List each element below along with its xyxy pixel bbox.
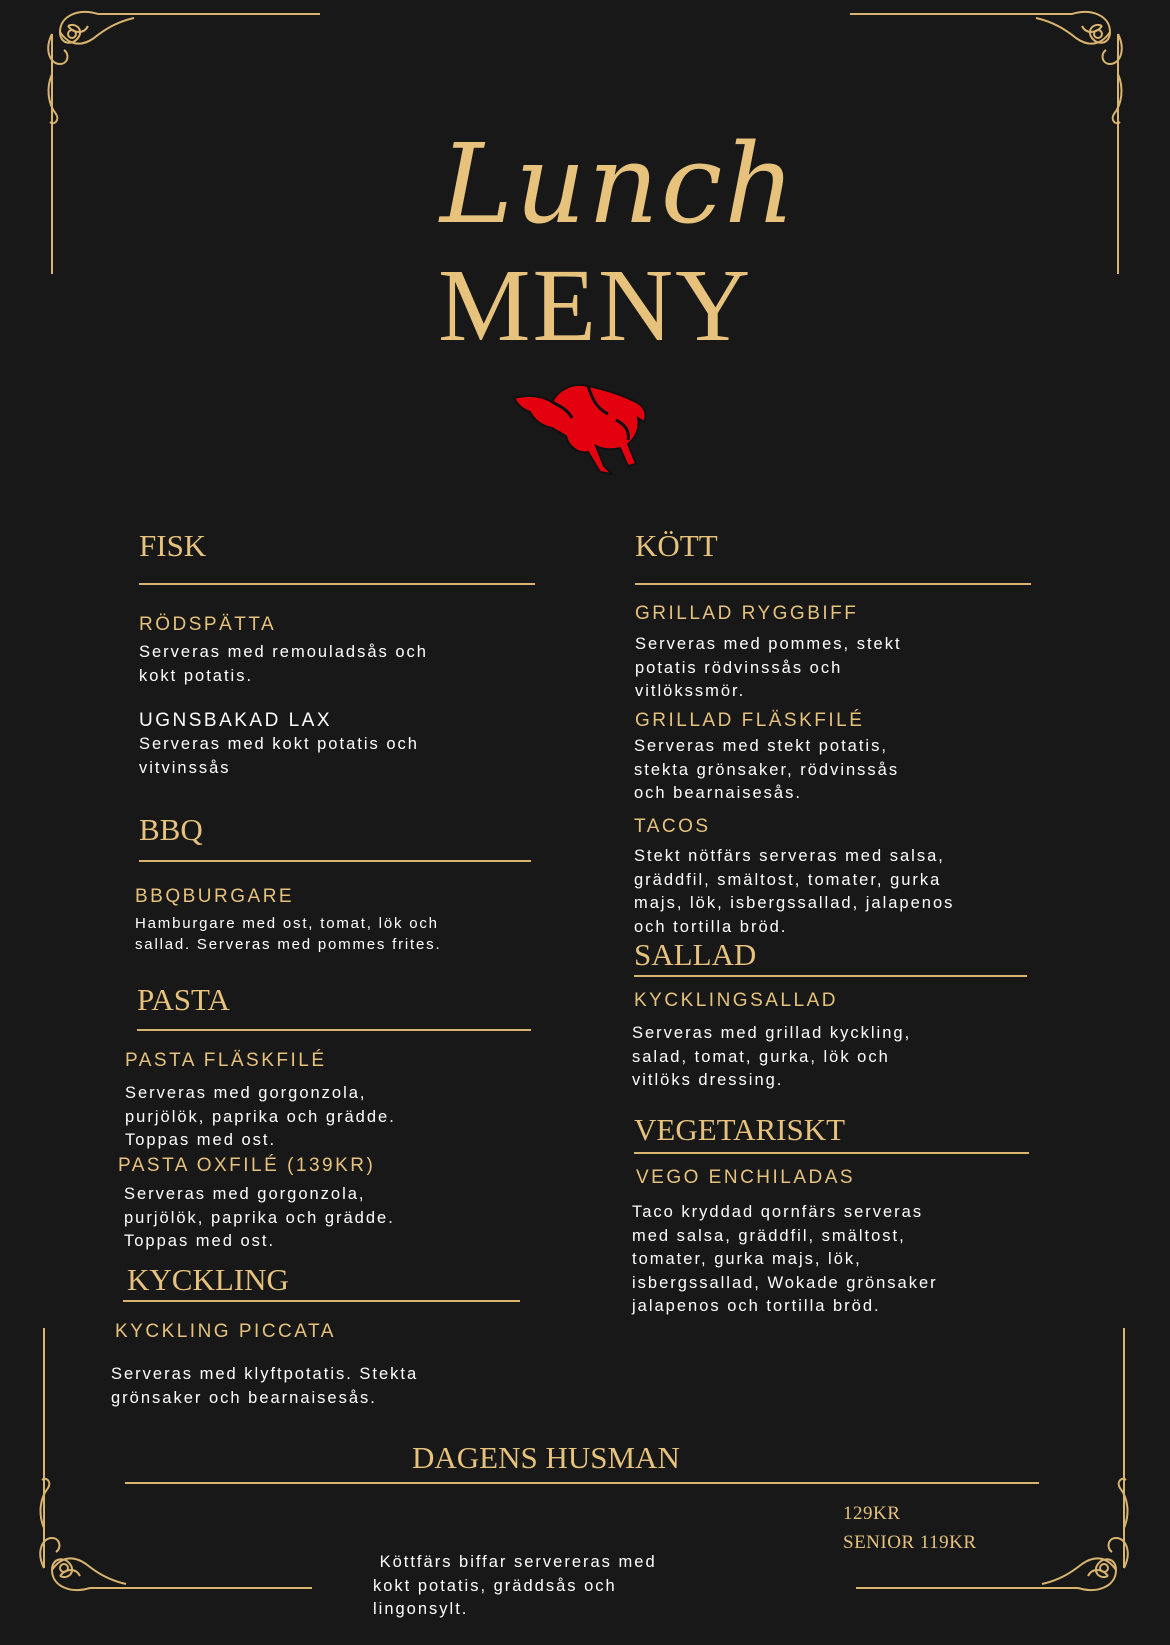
menu-item-desc: Serveras med remouladsås och kokt potatis. xyxy=(139,643,428,685)
section-heading-bbq: BBQ xyxy=(139,812,203,847)
menu-item-desc: Hamburgare med ost, tomat, lök och sallad. Serveras med pommes frites. xyxy=(135,915,442,953)
section-rule-kyckling xyxy=(123,1300,520,1302)
section-rule-sallad xyxy=(634,975,1027,977)
section-rule-bbq xyxy=(139,860,531,862)
section-rule-fisk xyxy=(139,583,535,585)
menu-item-name: VEGO ENCHILADAS xyxy=(636,1167,856,1188)
menu-item-name: KYCKLINGSALLAD xyxy=(634,990,838,1011)
menu-item-name: UGNSBAKAD LAX xyxy=(139,710,332,731)
menu-item-name: KYCKLING PICCATA xyxy=(115,1321,336,1342)
section-heading-sallad: SALLAD xyxy=(634,937,757,972)
menu-item-name: GRILLAD FLÄSKFILÉ xyxy=(635,710,865,731)
corner-ornament-top-left-icon xyxy=(38,4,328,284)
section-heading-vegetariskt: VEGETARISKT xyxy=(634,1112,846,1147)
section-heading-fisk: FISK xyxy=(139,528,207,563)
menu-item-desc: Stekt nötfärs serveras med salsa, gräddfil, smältost, tomater, gurka majs, lök, isbergssallad, jalapenos och tortilla bröd. xyxy=(634,847,955,936)
section-rule-kott xyxy=(635,583,1031,585)
dagens-price: 129KR xyxy=(843,1503,901,1524)
menu-item-name: PASTA FLÄSKFILÉ xyxy=(125,1050,327,1071)
dagens-husman-desc: Köttfärs biffar servereras med kokt potatis, gräddsås och lingonsylt. xyxy=(373,1553,657,1618)
header-title: MENY xyxy=(438,248,753,363)
menu-item-name: RÖDSPÄTTA xyxy=(139,614,277,635)
menu-item-desc: Serveras med gorgonzola, purjölök, paprika och grädde. Toppas med ost. xyxy=(124,1185,395,1250)
section-heading-kott: KÖTT xyxy=(635,528,718,563)
menu-item-name: PASTA OXFILÉ (139KR) xyxy=(118,1155,376,1176)
menu-item-desc: Serveras med grillad kyckling, salad, tomat, gurka, lök och vitlöks dressing. xyxy=(632,1024,912,1089)
section-rule-vegetariskt xyxy=(634,1152,1029,1154)
menu-item-desc: Serveras med pommes, stekt potatis rödvinssås och vitlökssmör. xyxy=(635,635,902,700)
section-heading-kyckling: KYCKLING xyxy=(127,1262,289,1297)
dagens-senior-price: SENIOR 119KR xyxy=(843,1532,977,1553)
corner-ornament-top-right-icon xyxy=(842,4,1132,284)
section-heading-dagens-husman: DAGENS HUSMAN xyxy=(412,1440,680,1475)
menu-item-desc: Serveras med stekt potatis, stekta grönsaker, rödvinssås och bearnaisesås. xyxy=(634,737,900,802)
section-rule-dagens-husman xyxy=(125,1482,1039,1484)
menu-item-desc: Serveras med kokt potatis och vitvinssås xyxy=(139,735,419,777)
menu-item-desc: Taco kryddad qornfärs serveras med salsa, gräddfil, smältost, tomater, gurka majs, lök, isbergssallad, Wokade grönsaker jalapenos och tortilla bröd. xyxy=(632,1203,938,1315)
section-rule-pasta xyxy=(137,1029,531,1031)
red-bull-logo-icon xyxy=(512,380,654,476)
section-heading-pasta: PASTA xyxy=(137,982,230,1017)
menu-item-desc: Serveras med gorgonzola, purjölök, paprika och grädde. Toppas med ost. xyxy=(125,1084,396,1149)
menu-item-name: TACOS xyxy=(634,816,711,837)
menu-item-name: BBQBURGARE xyxy=(135,886,295,907)
menu-item-desc: Serveras med klyftpotatis. Stekta grönsaker och bearnaisesås. xyxy=(111,1365,419,1407)
menu-item-name: GRILLAD RYGGBIFF xyxy=(635,603,859,624)
header-script-title: Lunch xyxy=(440,120,798,248)
corner-ornament-bottom-left-icon xyxy=(30,1318,320,1598)
